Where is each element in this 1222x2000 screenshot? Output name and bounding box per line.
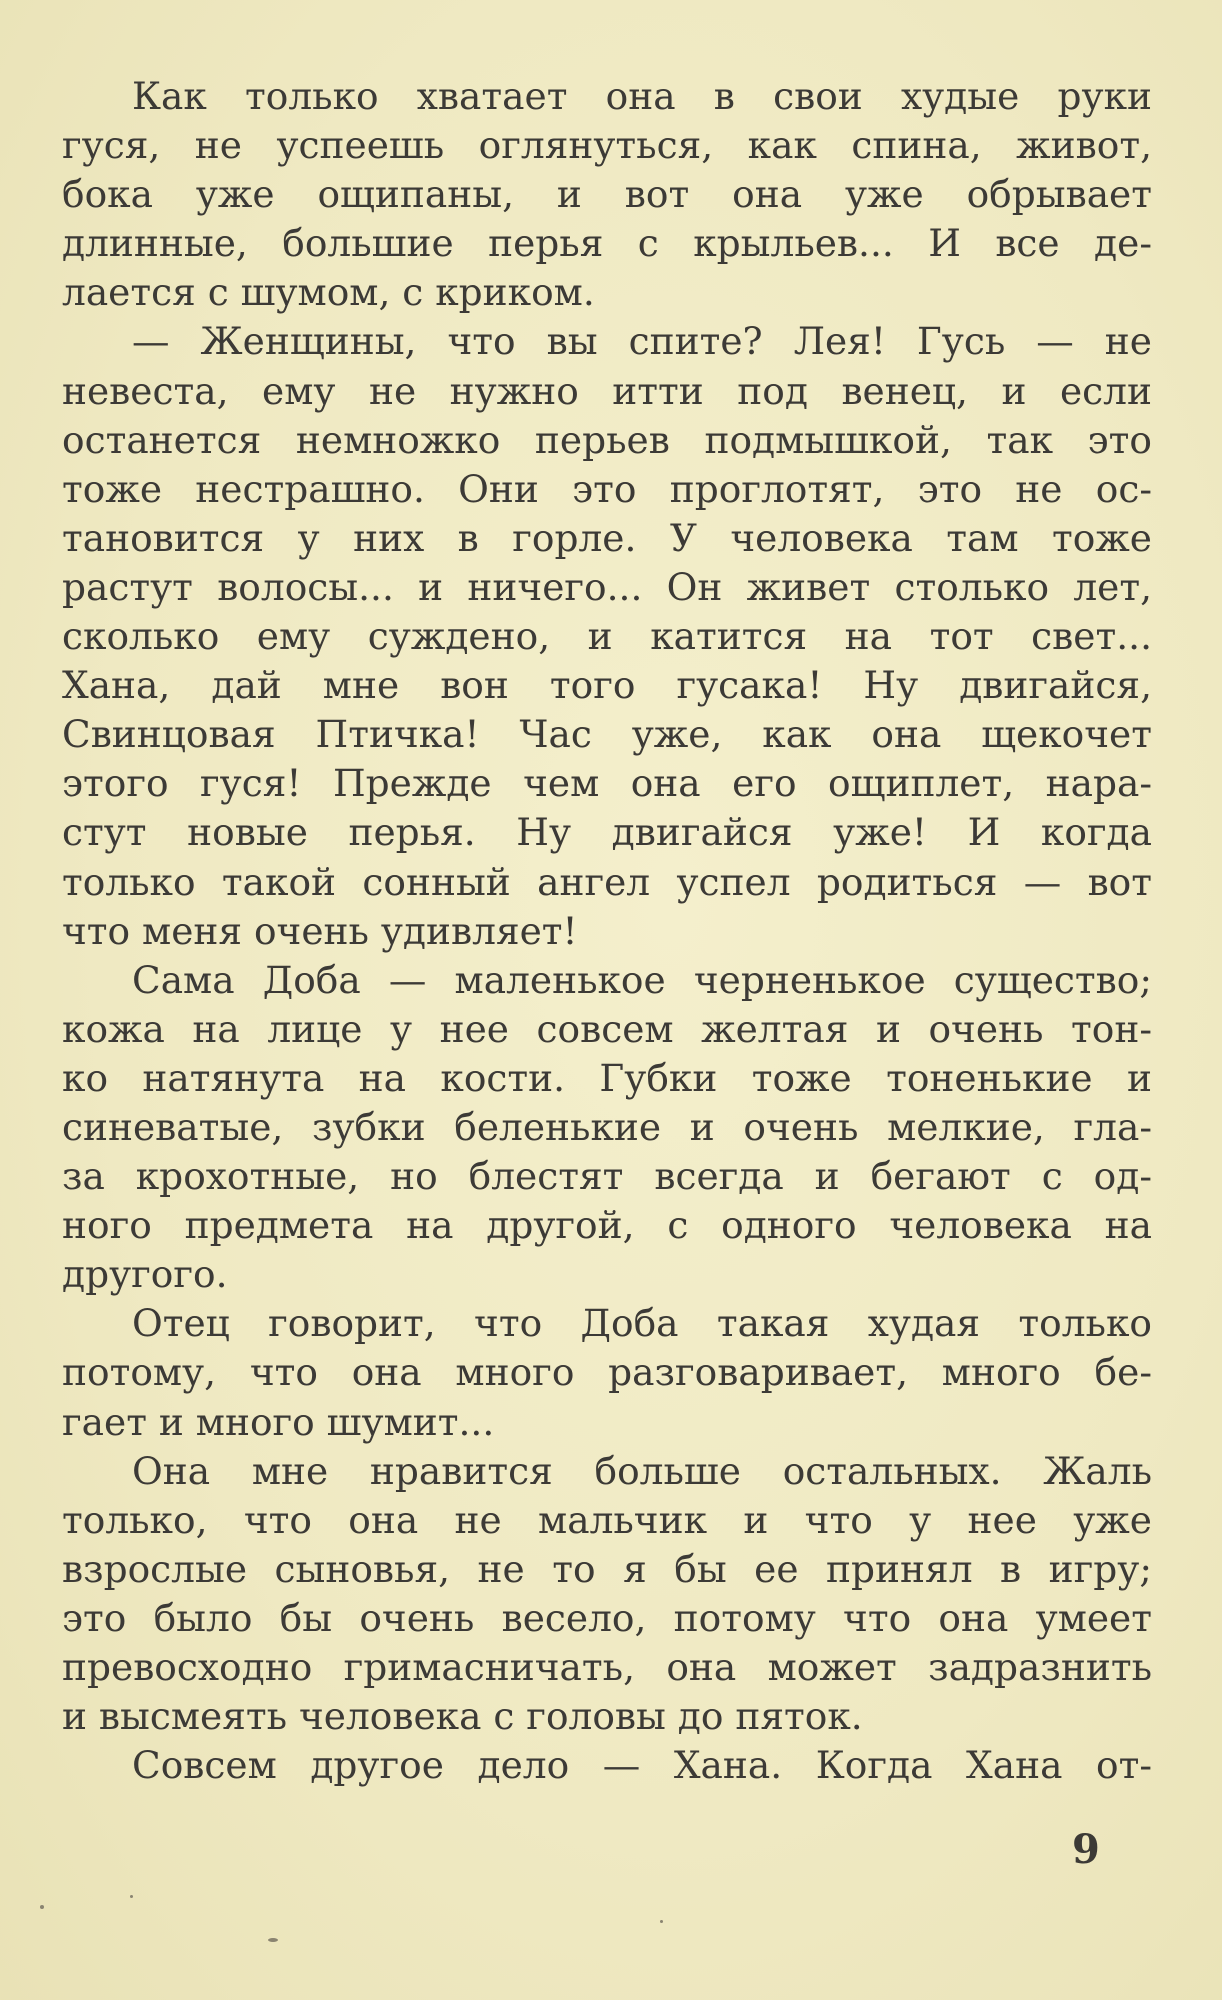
page-number: 9 (1072, 1826, 1100, 1873)
text-line: гуся, не успеешь оглянуться, как спина, живот, (62, 123, 1152, 168)
text-line: что меня очень удивляет! (62, 908, 578, 953)
text-line: только такой сонный ангел успел родиться — вот (62, 859, 1152, 904)
text-line: только, что она не мальчик и что у нее уже (62, 1497, 1152, 1542)
text-line: ного предмета на другой, с одного человека на (62, 1203, 1152, 1248)
text-line: превосходно гримасничать, она может задразнить (62, 1645, 1152, 1689)
paper-speck (268, 1938, 278, 1942)
paper-speck (660, 1920, 663, 1923)
text-line: останется немножко перьев подмышкой, так это (62, 417, 1152, 462)
text-line: растут волосы... и ничего... Он живет столько лет, (62, 564, 1152, 609)
text-line: это было бы очень весело, потому что она умеет (62, 1595, 1152, 1640)
text-line: Хана, дай мне вон того гусака! Ну двигайся, (62, 663, 1152, 708)
text-line: Как только хватает она в свои худые руки (132, 74, 1152, 118)
text-line: бока уже ощипаны, и вот она уже обрывает (62, 172, 1152, 217)
page-text (62, 72, 1152, 1790)
text-line: — Женщины, что вы спите? Лея! Гусь — не (132, 319, 1152, 364)
text-line: кожа на лице у нее совсем желтая и очень тон- (62, 1006, 1152, 1051)
text-line: длинные, большие перья с крыльев... И все де- (62, 221, 1152, 266)
text-line: взрослые сыновья, не то я бы ее принял в игру; (62, 1546, 1152, 1591)
text-line: невеста, ему не нужно итти под венец, и если (62, 368, 1152, 413)
text-line: и высмеять человека с головы до пяток. (62, 1694, 863, 1739)
paper-speck (40, 1905, 44, 1909)
text-line: Совсем другое дело — Хана. Когда Хана от- (132, 1743, 1152, 1788)
text-line: Отец говорит, что Доба такая худая только (132, 1301, 1152, 1346)
text-line: тановится у них в горле. У человека там тоже (62, 515, 1152, 560)
paper-speck (130, 1895, 133, 1898)
text-line: Сама Доба — маленькое черненькое существо; (132, 957, 1152, 1002)
text-line: другого. (62, 1252, 228, 1297)
text-line: сколько ему суждено, и катится на тот свет... (62, 614, 1152, 659)
text-line: за крохотные, но блестят всегда и бегают с од- (62, 1154, 1152, 1199)
text-line: этого гуся! Прежде чем она его ощиплет, нара- (62, 761, 1152, 806)
text-line: гает и много шумит... (62, 1399, 495, 1444)
text-line: синеватые, зубки беленькие и очень мелкие, гла- (62, 1104, 1152, 1149)
text-line: Свинцовая Птичка! Час уже, как она щекочет (62, 712, 1152, 757)
text-line: Она мне нравится больше остальных. Жаль (132, 1448, 1152, 1493)
text-line: лается с шумом, с криком. (62, 270, 595, 315)
text-line: тоже нестрашно. Они это проглотят, это не ос- (62, 466, 1152, 511)
text-line: потому, что она много разговаривает, много бе- (62, 1350, 1152, 1395)
text-line: стут новые перья. Ну двигайся уже! И когда (62, 810, 1152, 855)
text-line: ко натянута на кости. Губки тоже тоненькие и (62, 1055, 1152, 1100)
